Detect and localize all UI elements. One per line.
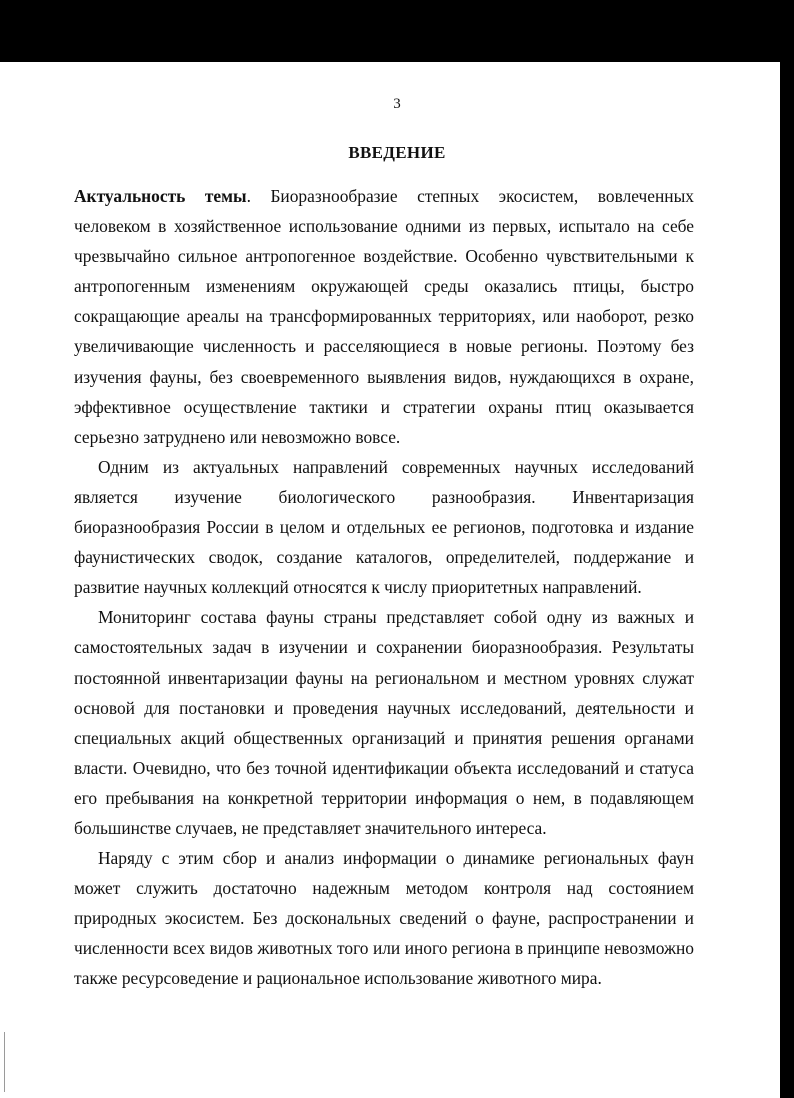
paragraph: Одним из актуальных направлений современных научных исследований является изучение биологического разнообразия. Инвентаризация биоразнообразия России в целом и отдельных ее регионов, подготовка и издание фаунистических сводок, создание каталогов, определителей, поддержание и развитие научных коллекций относятся к числу приоритетных направлений.: [74, 456, 694, 598]
scan-edge-mark: [4, 1032, 5, 1092]
page-title: ВВЕДЕНИЕ: [348, 143, 446, 162]
page-number: 3: [393, 96, 401, 112]
paragraph-relevance: [74, 181, 694, 452]
scan-border-top: [0, 0, 794, 62]
paragraph: Наряду с этим сбор и анализ информации о динамике региональных фаун может служить достаточно надежным методом контроля над состоянием природных экосистем. Без доскональных сведений о фауне, распространении и численности всех видов животных того или иного региона в принципе невозможно также ресурсоведение и рациональное использование животного мира.: [74, 848, 694, 989]
paragraph-text: . Биоразнообразие степных экосистем, вовлеченных человеком в хозяйственное использование одними из первых, испытало на себе чрезвычайно сильное антропогенное воздействие. Особенно чувствительными к антропогенным изменениям окружающей среды оказались птицы, быстро сокращающие ареалы на трансформированных территориях, или наоборот, резко увеличивающие численность и расселяющиеся в новые регионы. Поэтому без изучения фауны, без своевременного выявления видов, нуждающихся в охране, эффективное осуществление тактики и стратегии охраны птиц оказывается серьезно затруднено или невозможно вовсе.: [74, 186, 694, 447]
paragraph: Мониторинг состава фауны страны представляет собой одну из важных и самостоятельных задач в изучении и сохранении биоразнообразия. Результаты постоянной инвентаризации фауны на региональном и местном уровнях служат основой для постановки и проведения научных исследований, деятельности и специальных акций общественных организаций и принятия решения органами власти. Очевидно, что без точной идентификации объекта исследований и статуса его пребывания на конкретной территории информация о нем, в подавляющем большинстве случаев, не представляет значительного интереса.: [74, 607, 694, 838]
scan-border-right: [780, 0, 794, 1098]
paragraph-lead-heading: Актуальность темы: [74, 186, 247, 206]
document-body: [74, 181, 694, 994]
